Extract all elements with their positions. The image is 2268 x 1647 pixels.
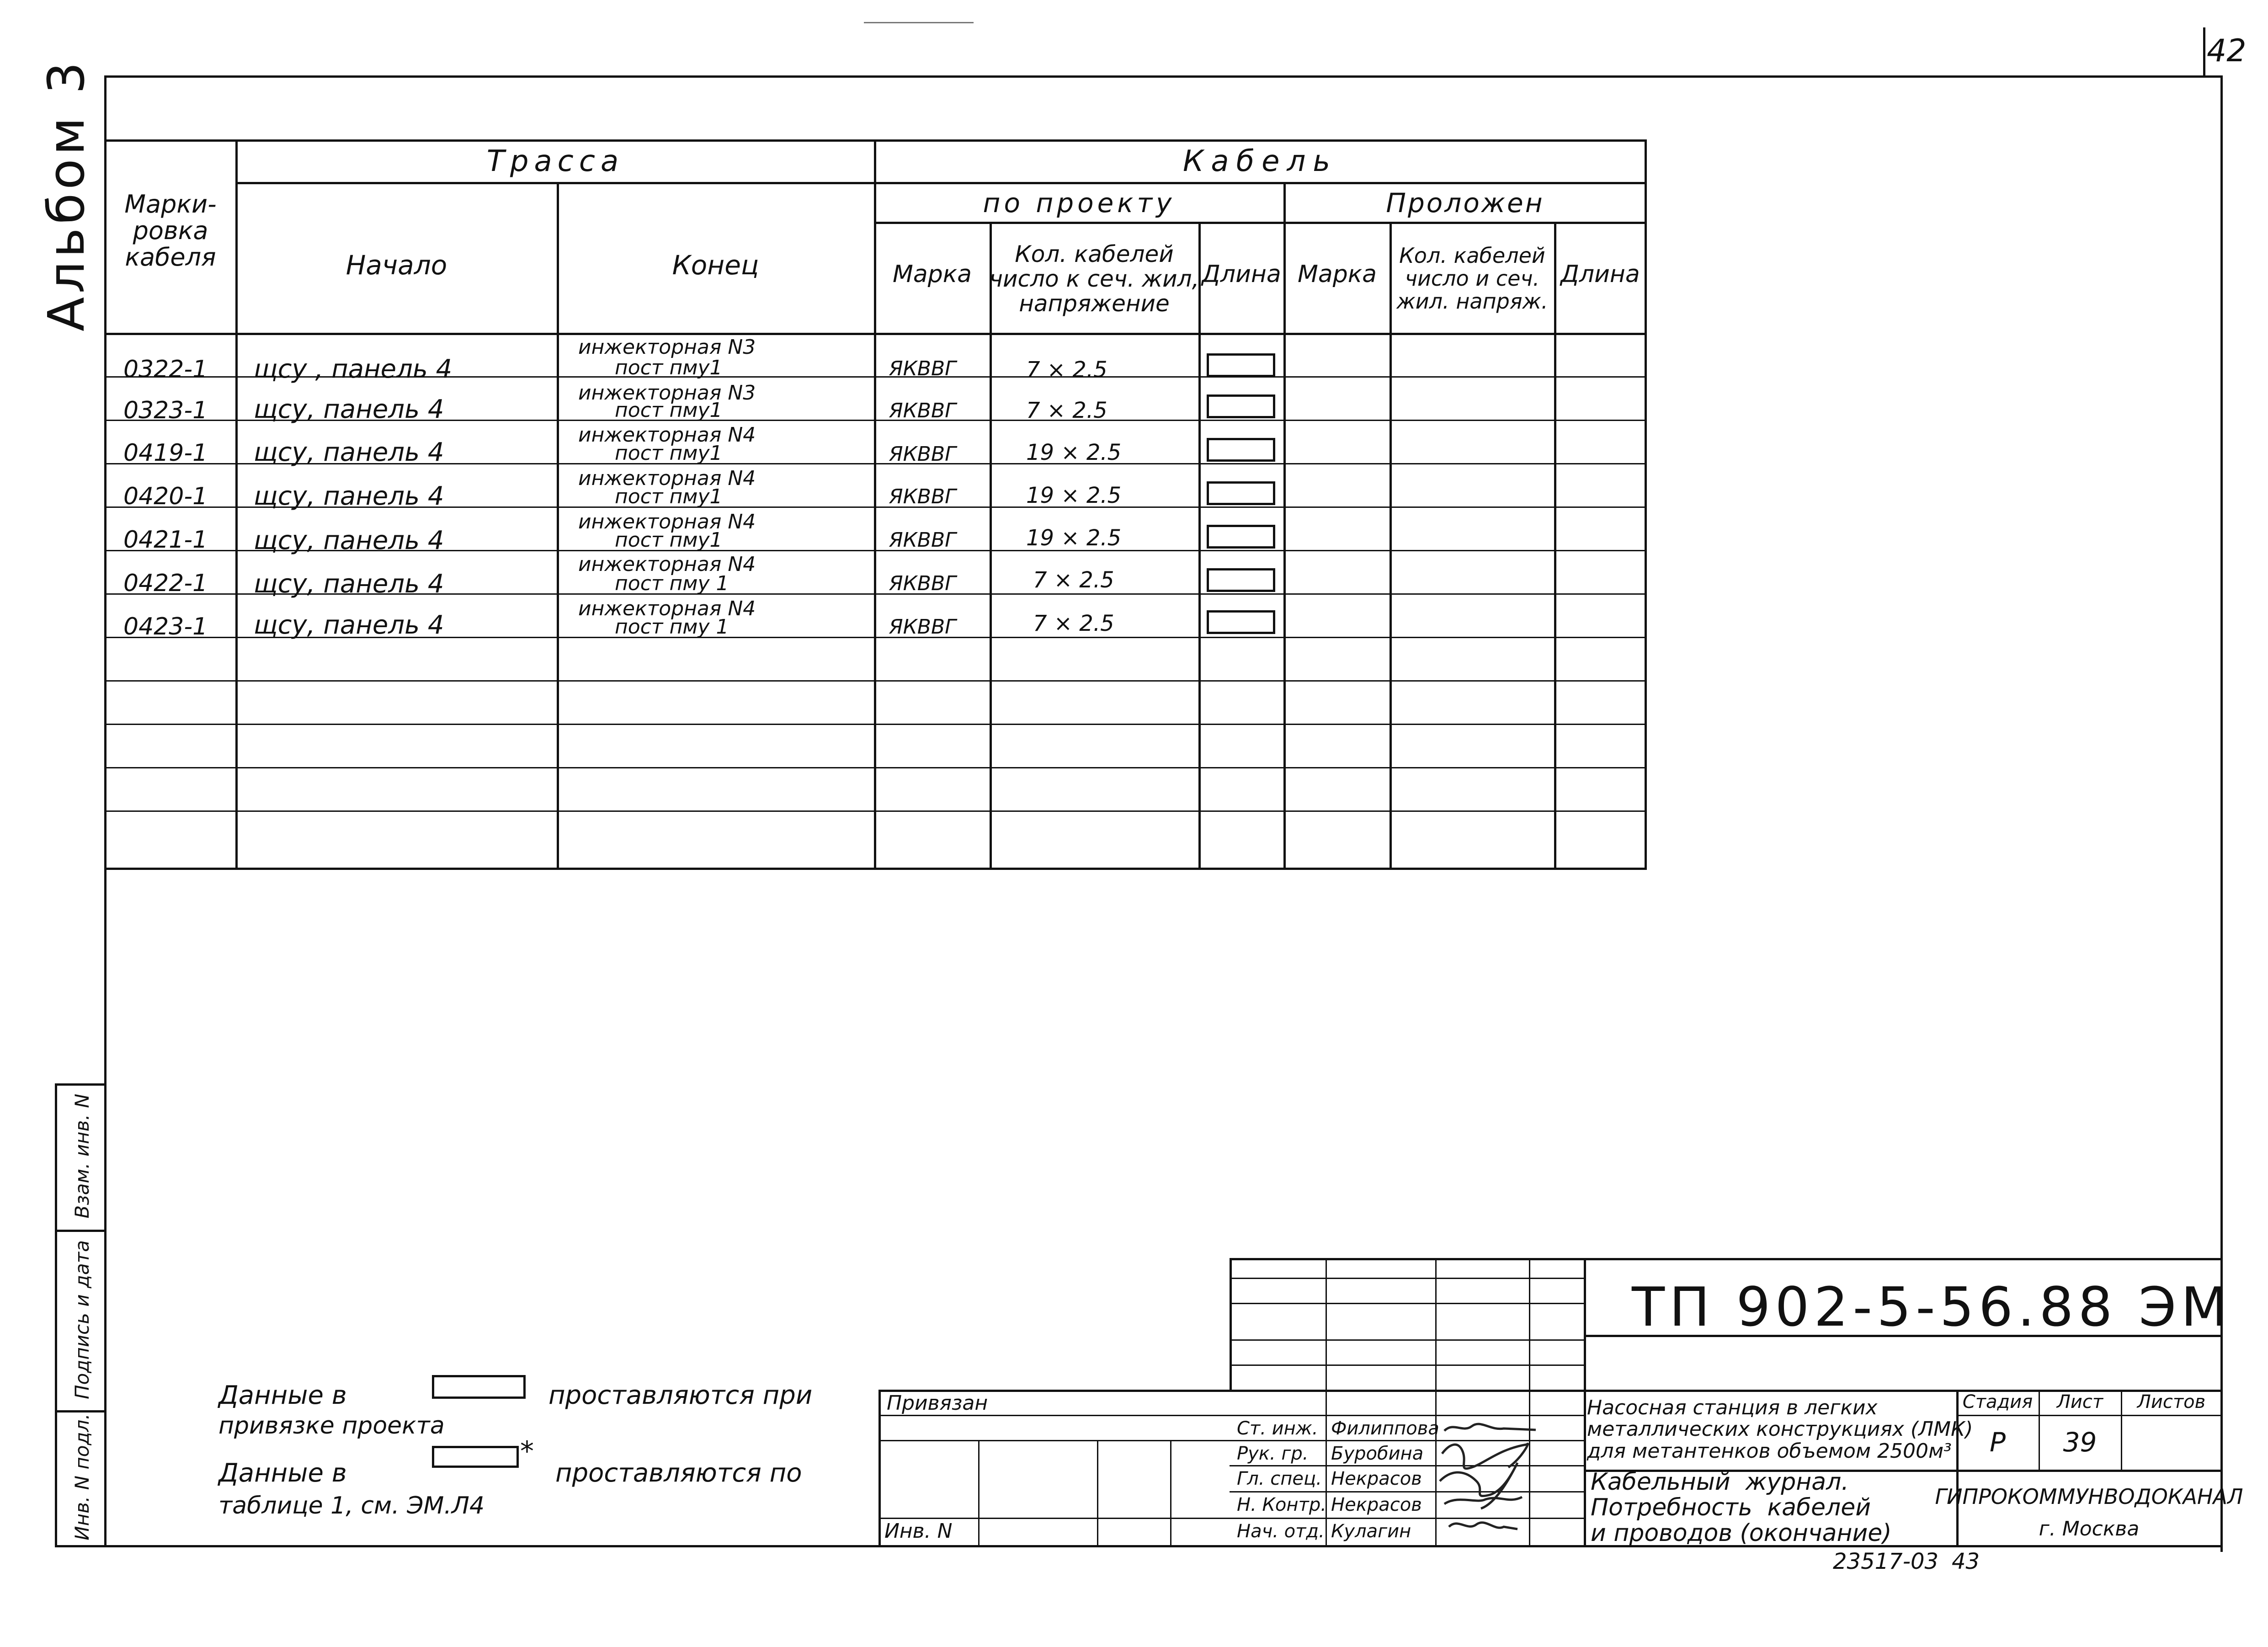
tb-col-line bbox=[1170, 1440, 1171, 1545]
side-stamp-podpis: Подпись и дата bbox=[71, 1240, 93, 1399]
cell-marka: ЯКВВГ bbox=[889, 357, 956, 380]
tb-name: Буробина bbox=[1331, 1443, 1424, 1464]
signatures bbox=[1435, 1412, 1545, 1545]
frame-bottom bbox=[55, 1545, 2223, 1547]
cell-count: 19 × 2.5 bbox=[1026, 483, 1122, 508]
placeholder-box bbox=[1207, 438, 1275, 462]
cell-count: 19 × 2.5 bbox=[1026, 440, 1122, 465]
note1-placeholder-box bbox=[432, 1375, 526, 1399]
tb-sheet-value: 39 bbox=[2063, 1427, 2097, 1458]
header-marka: Марка bbox=[892, 260, 972, 288]
cell-end-line1: инжекторная N4 bbox=[578, 467, 756, 490]
cell-marking: 0420-1 bbox=[123, 483, 208, 510]
tb-stage-bottom bbox=[1956, 1470, 2221, 1472]
side-stamp-vzam: Взам. инв. N bbox=[71, 1093, 93, 1219]
cell-marka: ЯКВВГ bbox=[889, 399, 956, 422]
cell-start: щсу, панель 4 bbox=[254, 526, 444, 555]
sheet-number-divider bbox=[2203, 27, 2205, 78]
col-line-count bbox=[1198, 222, 1201, 869]
cell-marka: ЯКВВГ bbox=[889, 485, 956, 508]
tb-role: Рук. гр. bbox=[1237, 1443, 1309, 1464]
tb-role: Н. Контр. bbox=[1237, 1494, 1326, 1515]
cell-end-line1: инжекторная N4 bbox=[578, 553, 756, 576]
tb-document-code: ТП 902-5-56.88 ЭМ bbox=[1632, 1275, 2232, 1338]
cell-marka: ЯКВВГ bbox=[889, 615, 956, 639]
side-stamp-inv-podl: Инв. N подл. bbox=[71, 1413, 93, 1540]
tb-privyazan: Привязан bbox=[887, 1391, 988, 1415]
tb-stage-value: Р bbox=[1990, 1427, 2006, 1458]
placeholder-box bbox=[1207, 525, 1275, 549]
cell-end-line1: инжекторная N4 bbox=[578, 423, 756, 447]
tb-name: Некрасов bbox=[1331, 1494, 1422, 1515]
header-kol-proekt: Кол. кабелей число к сеч. жил, напряжение bbox=[989, 241, 1199, 317]
table-right bbox=[1645, 139, 1647, 869]
cell-start: щсу, панель 4 bbox=[254, 437, 444, 467]
tb-name: Некрасов bbox=[1331, 1468, 1422, 1489]
cell-end-line2: пост пму1 bbox=[615, 399, 723, 422]
tb-role: Ст. инж. bbox=[1237, 1418, 1318, 1439]
cell-end-line1: инжекторная N4 bbox=[578, 510, 756, 533]
tb-top bbox=[1230, 1258, 2221, 1260]
cell-end-line2: пост пму1 bbox=[615, 528, 723, 552]
tb-name: Кулагин bbox=[1331, 1521, 1411, 1542]
cell-marka: ЯКВВГ bbox=[889, 442, 956, 466]
note2-star: * bbox=[520, 1435, 534, 1467]
col-line-count2 bbox=[1554, 222, 1556, 869]
cell-count: 19 × 2.5 bbox=[1026, 525, 1122, 551]
tb-grid-line bbox=[1230, 1303, 1586, 1304]
tb-organization: ГИПРОКОММУНВОДОКАНАЛ bbox=[1935, 1484, 2243, 1509]
cell-end-line1: инжекторная N4 bbox=[578, 597, 756, 620]
tb-grid-line bbox=[878, 1518, 1230, 1519]
scan-top-line bbox=[864, 22, 974, 23]
cell-start: щсу, панель 4 bbox=[254, 569, 444, 599]
cell-end-line2: пост пму 1 bbox=[615, 615, 729, 639]
cell-marking: 0421-1 bbox=[123, 526, 208, 554]
tb-role: Нач. отд. bbox=[1237, 1521, 1325, 1542]
header-marking: Марки- ровка кабеля bbox=[124, 189, 217, 272]
cell-start: щсу, панель 4 bbox=[254, 394, 444, 424]
cell-end-line1: инжекторная N3 bbox=[578, 336, 756, 359]
album-label: Альбом 3 bbox=[37, 58, 96, 331]
sheet-corner-number: 42 bbox=[2207, 33, 2247, 69]
cell-marking: 0422-1 bbox=[123, 570, 208, 597]
note2-part-a: Данные в bbox=[218, 1458, 347, 1488]
header-trassa: Трасса bbox=[486, 144, 624, 179]
header-dlina: Длина bbox=[1202, 260, 1281, 288]
header-kol-prolozhen: Кол. кабелей число и сеч. жил. напряж. bbox=[1396, 243, 1548, 314]
header-konets: Конец bbox=[672, 249, 759, 281]
cell-marking: 0323-1 bbox=[123, 397, 208, 424]
cell-marking: 0423-1 bbox=[123, 613, 208, 640]
note2-part-b: проставляются по bbox=[555, 1458, 802, 1488]
cell-end-line2: пост пму1 bbox=[615, 442, 723, 465]
tb-stage-label: Стадия bbox=[1962, 1391, 2033, 1413]
note1-part-c: привязке проекта bbox=[218, 1412, 445, 1439]
tb-col-main bbox=[1584, 1258, 1586, 1546]
placeholder-box bbox=[1207, 610, 1275, 634]
cell-start: щсу, панель 4 bbox=[254, 481, 444, 511]
note2-part-c: таблице 1, см. ЭМ.Л4 bbox=[218, 1492, 485, 1519]
tb-sheet-label: Лист bbox=[2056, 1391, 2103, 1413]
tb-left-lower bbox=[878, 1390, 881, 1547]
page-number: 43 bbox=[1952, 1549, 1980, 1574]
cell-count: 7 × 2.5 bbox=[1026, 398, 1107, 423]
cell-marking: 0419-1 bbox=[123, 439, 208, 467]
note1-part-b: проставляются при bbox=[548, 1380, 813, 1410]
order-number: 23517-03 bbox=[1833, 1549, 1939, 1574]
cell-start: щсу, панель 4 bbox=[254, 610, 444, 640]
header-kabel: Кабель bbox=[1182, 144, 1338, 179]
placeholder-box bbox=[1207, 353, 1275, 377]
header-prolozhen: Проложен bbox=[1386, 187, 1544, 219]
placeholder-box bbox=[1207, 568, 1275, 592]
tb-inv-n: Инв. N bbox=[884, 1519, 953, 1543]
cell-end-line1: инжекторная N3 bbox=[578, 381, 756, 405]
side-stamp-left bbox=[55, 1083, 57, 1547]
frame-top bbox=[104, 75, 2220, 78]
note2-placeholder-box bbox=[432, 1446, 519, 1468]
cell-count: 7 × 2.5 bbox=[1033, 567, 1114, 593]
tb-col-line bbox=[1097, 1440, 1098, 1545]
tb-grid-line bbox=[1230, 1365, 1586, 1366]
header-marka-2: Марка bbox=[1297, 260, 1377, 288]
header-line-1 bbox=[235, 182, 1647, 184]
tb-sheets-value bbox=[2122, 1416, 2220, 1469]
cell-count: 7 × 2.5 bbox=[1033, 611, 1114, 636]
tb-name: Филиппова bbox=[1331, 1418, 1439, 1439]
tb-sheet-title: Кабельный журнал. Потребность кабелей и проводов (окончание) bbox=[1591, 1468, 1892, 1547]
header-nachalo: Начало bbox=[346, 249, 447, 281]
note1-part-a: Данные в bbox=[218, 1380, 347, 1410]
header-dlina-2: Длина bbox=[1560, 260, 1640, 288]
cell-end-line2: пост пму 1 bbox=[615, 572, 729, 595]
tb-city: г. Москва bbox=[2039, 1517, 2140, 1541]
cell-marka: ЯКВВГ bbox=[889, 528, 956, 552]
tb-grid-line bbox=[1230, 1339, 1586, 1341]
tb-role: Гл. спец. bbox=[1237, 1468, 1322, 1489]
tb-col-line bbox=[978, 1440, 980, 1545]
cell-end-line2: пост пму1 bbox=[615, 485, 723, 508]
placeholder-box bbox=[1207, 394, 1275, 418]
cell-marking: 0322-1 bbox=[123, 356, 208, 383]
cell-end-line2: пост пму1 bbox=[615, 356, 723, 379]
tb-grid-line bbox=[1230, 1278, 1586, 1279]
cell-count: 7 × 2.5 bbox=[1026, 357, 1107, 383]
tb-sheets-label: Листов bbox=[2137, 1391, 2206, 1413]
cell-marka: ЯКВВГ bbox=[889, 572, 956, 595]
cell-start: щсу , панель 4 bbox=[254, 354, 453, 384]
tb-project-name: Насосная станция в легких металлических конструкциях (ЛМК) для метантенков объемом 2500м³ bbox=[1587, 1396, 1973, 1463]
placeholder-box bbox=[1207, 481, 1275, 505]
header-po-proektu: по проекту bbox=[983, 187, 1176, 219]
